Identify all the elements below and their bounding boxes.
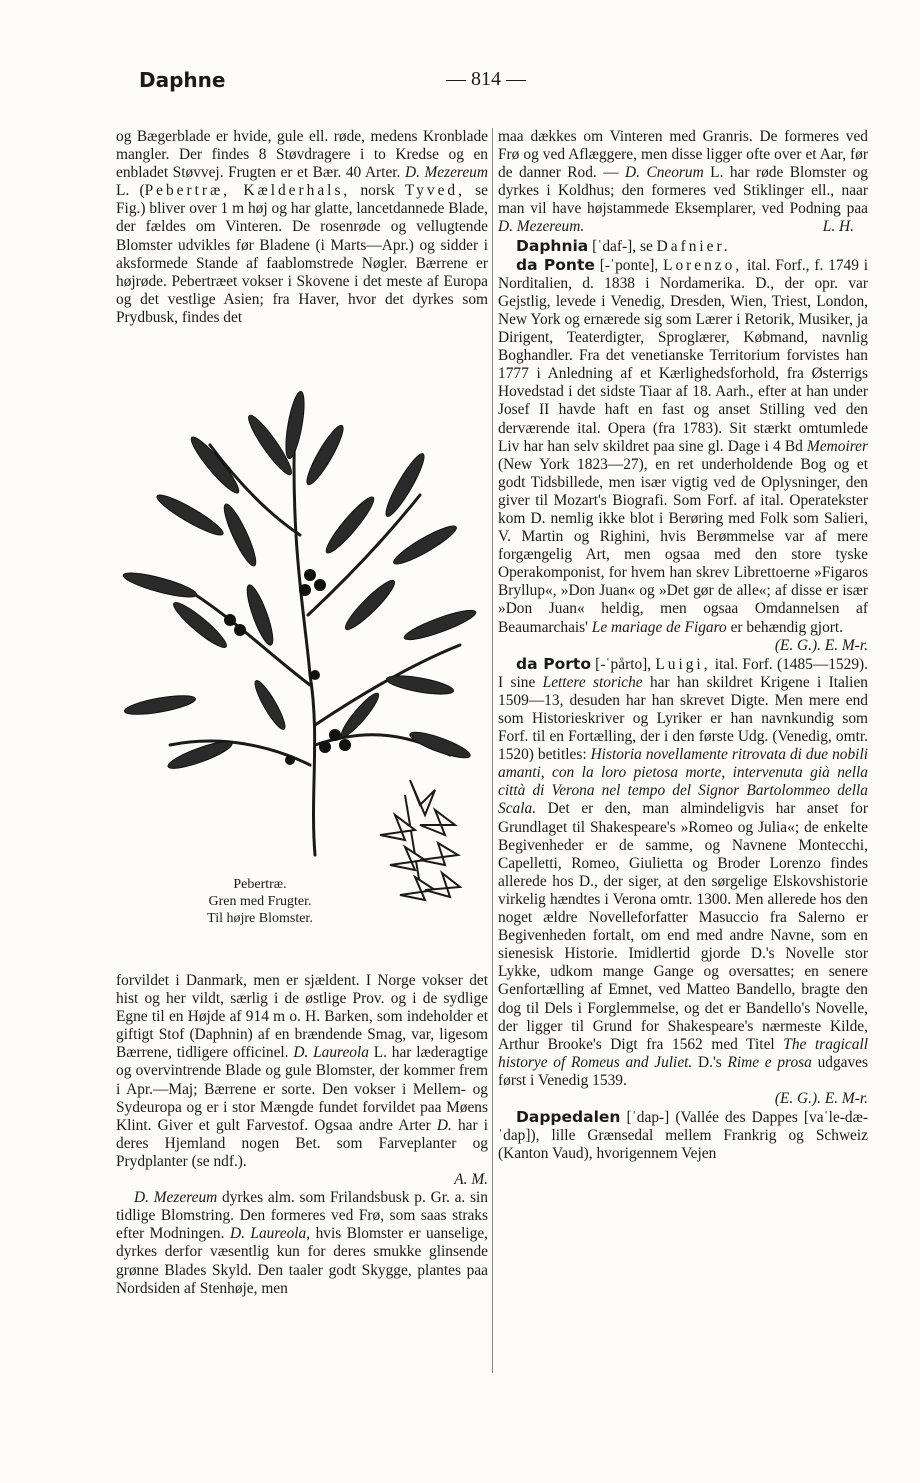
caption-line: Gren med Frugter. (208, 894, 312, 909)
column-divider (492, 128, 493, 1373)
headword: Dappedalen (516, 1108, 621, 1127)
right-column (498, 128, 868, 1163)
caption-line: Til højre Blomster. (207, 911, 313, 926)
entry-dappedalen: Dappedalen [ˈdap-] (Vallée des Dappes [vaˈle-dæ-ˈdap]), lille Grænsedal mellem Frankrig og Schweiz (Kanton Vaud), hvorigennem Vejen (498, 1108, 868, 1163)
running-head-title: Daphne (139, 68, 226, 92)
daphne-paragraph: og Bægerblade er hvide, gule ell. røde, medens Kronblade mangler. Der findes 8 Støvdragere i to Kredse og en enbladet Støvvej. Frugten er et Bær. 40 Arter. D. Mezereum L. (Pebertræ, Kælderhals, norsk Tyved, se Fig.) bliver over 1 m høj og har glatte, lancetdannede Blade, der fældes om Vinteren. De rosenrøde og vellugtende Blomster udvikles før Bladene (i Marts—Apr.) og sidder i aksformede Stande af faablomstrede Nøgler. Bærrene er højrøde. Pebertræet vokser i Skovene i det meste af Europa og det vestlige Asien; fra Haver, hvor det dyrkes som Prydbusk, findes det (116, 128, 488, 326)
entry-da-ponte: da Ponte [-ˈponte], Lorenzo, ital. Forf., f. 1749 i Norditalien, d. 1838 i Nordamerika. D., der opr. var Gejstlig, levede i Venedig, Dresden, Wien, Triest, London, New York og ernærede sig som Lærer i Retorik, Musiker, ja Dirigent, Teaterdigter, Sproglærer, Købmand, navnlig Boghandler. Fra det venetianske Territorium forvistes han 1777 i Anledning af et Kærlighedsforhold, fra Østerrigs Hovedstad i det sidste Tiaar af 18. Aarh., efter at han under Josef II havde haft en fast og anset Stilling ved den derværende ital. Opera (fra 1783). Sit stærkt omtumlede Liv har han selv skildret paa sine gl. Dage i 4 Bd Memoirer (New York 1823—27), en ret underholdende Bog og et godt Tidsbillede, men især vigtig ved de Oplysninger, den giver til Mozart's Biografi. Som Forf. af ital. Operatekster kom D. nemlig ikke blot i Berøring med Folk som Salieri, V. Martin og Righini, hvis Berømmelse var af mere forgængelig Art, men ogsaa med den store tyske Operakomponist, for hvem han skrev Librettoerne »Figaros Bryllup«, »Don Juan« og »Det gør de alle«; af disse er især »Don Juan« heldig, men ogsaa Omdannelsen af Beaumarchais' Le mariage de Figaro er behændig gjort. (498, 255, 868, 636)
signature: (E. G.). E. M-r. (774, 636, 868, 654)
running-header (0, 68, 920, 98)
cultivation-continued-paragraph: maa dækkes om Vinteren med Granris. De formeres ved Frø og ved Aflæggere, men disse ligger ofte over et Aar, før de danner Rod. — D. Cneorum L. har røde Blomster og dyrkes i Koldhus; den formeres ved Stiklinger ell., naar man vil have højstammede Eksemplarer, ved Podning paa D. Mezereum. L. H. (498, 128, 868, 236)
left-column-top (116, 128, 488, 327)
headword: da Porto (516, 654, 591, 673)
page-number: — 814 — (446, 68, 526, 90)
daphne-continued-paragraph: forvildet i Danmark, men er sjældent. I Norge vokser det hist og her vildt, særlig i de østlige Prov. og i de sydlige Egne til en Højde af 914 m o. H. Barken, som indeholder et giftigt Stof (Daphnin) af en brændende Smag, var, ligesom Bærrene, tidligere officinel. D. Laureola L. har læderagtige og overvintrende Blade og gule Blomster, der kommer frem i Apr.—Maj; Bærrene er sorte. Den vokser i Mellem- og Sydeuropa og er i stor Mængde fundet forvildet paa Møens Klint. Giver et gult Farvestof. Ogsaa andre Arter D. har i deres Hjemland nogen Bet. som Farveplanter og Prydplanter (se ndf.). (116, 972, 489, 1170)
entry-da-porto: da Porto [-ˈpårto], Luigi, ital. Forf. (1485—1529). I sine Lettere storiche har han skildret Krigene i Italien 1509—13, desuden har han skrevet Digte. Men mere end som Historieskriver og Lyriker er han navnkundig som Forf. til en Fortælling, der i den første Udg. (Venedig, omtr. 1520) betitles: Historia novellamente ritrovata di due nobili amanti, con la loro pietosa morte, intervenuta già nella città di Verona nel tempo del Signor Bartolommeo della Scala. Det er den, man almindeligvis har anset for Grundlaget til Shakespeare's »Romeo og Julia«; de enkelte Begivenheder er de samme, og Navnene Montecchi, Capelletti, Romeo, Giulietta og Broder Lorenzo findes allerede hos D., der siger, at den sørgelige Elskovshistorie virkelig hændtes i Verona omtr. 1300. Men allerede hos den noget ældre Novelleforfatter Masuccio fra Salerno er Begivenheden fortalt, om end med andre Navne, som en sienesisk Historie. Imidlertid gjorde D.'s Novelle stor Lykke, udkom mange Gange og oversattes; en senere Genfortælling af Emnet, ved Matteo Bandello, bragte den dog til Dels i Forglemmelse, og det er Bandello's Novelle, der ligger til Grund for Shakespeare's nærmeste Kilde, Arthur Brooke's Digt fra 1562 med Titel The tragicall historye of Romeus and Juliet. D.'s Rime e prosa udgaves først i Venedig 1539. (498, 654, 868, 1089)
headword: da Ponte (516, 255, 595, 274)
pebertrae-illustration (120, 385, 485, 955)
entry-daphnia: Daphnia [ˈdaf-], se Dafnier. (516, 236, 731, 255)
figure-caption (185, 876, 335, 927)
signature: (E. G.). E. M-r. (774, 1089, 868, 1107)
left-column-bottom (116, 972, 488, 1298)
caption-line: Pebertræ. (233, 877, 287, 892)
signature: L. H. (822, 218, 854, 236)
cultivation-paragraph: D. Mezereum dyrkes alm. som Frilandsbusk p. Gr. a. sin tidlige Blomstring. Den formeres ved Frø, som saas straks efter Modningen. D. Laureola, hvis Blomster er uanselige, dyrkes derfor væsentlig kun for deres smukke glinsende grønne Blades Skyld. Den taaler godt Skygge, plantes paa Nordsiden af Stenhøje, men (116, 1189, 489, 1297)
signature: A. M. (454, 1171, 488, 1189)
headword: Daphnia (516, 236, 589, 255)
